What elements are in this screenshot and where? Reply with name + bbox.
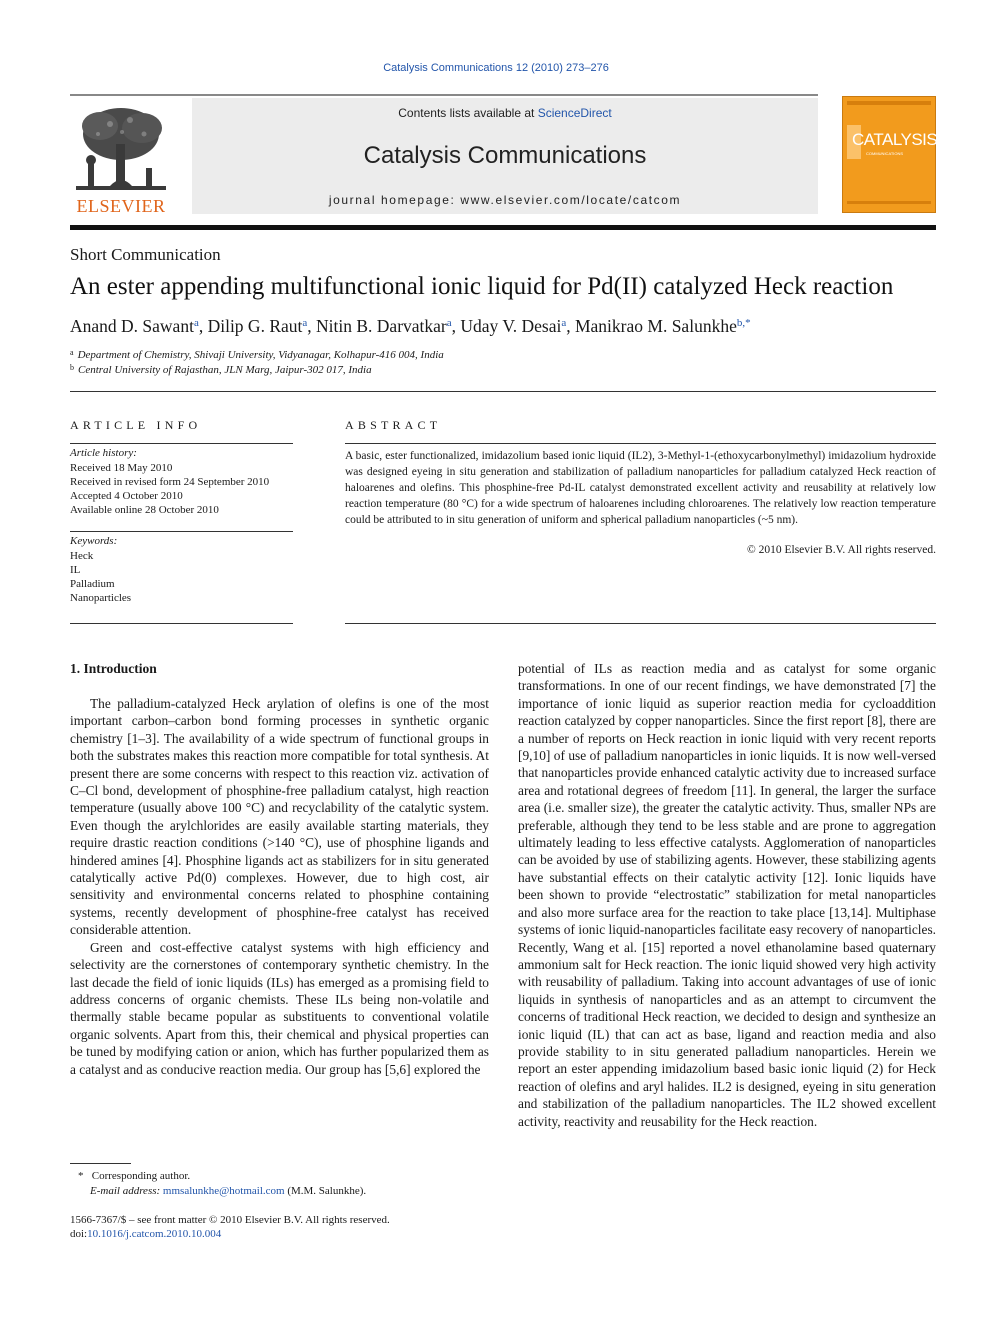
section-divider: [70, 391, 936, 392]
abstract-divider: [345, 623, 936, 624]
doi-label: doi:: [70, 1228, 88, 1240]
author-name: Manikrao M. Salunkhe: [574, 316, 737, 336]
author-name: Dilip G. Raut: [207, 316, 303, 336]
body-paragraph: The palladium-catalyzed Heck arylation of olefins is one of the most important carbon–carbon bond forming processes in synthetic organic chemistry [1–3]. The availability of a wide spectrum of functional groups in both the substrates makes this reaction more compatible for total synthesis. At present there are some concerns with respect to this reaction viz. activation of C–Cl bond, development of phosphine-free palladium catalyst, high reaction temperature (usually above 100 °C) and recyclability of the catalytic system. Even though the arylchlorides are easily available starting materials, they require drastic reaction conditions (>140 °C), use of phosphine ligands and hindered amines [4]. Phosphine ligands act as stabilizers for in situ generated catalytically active Pd(0) complexes. However, due to high cost, air sensitivity and environmental concerns related to phosphine containing systems, recently development of phosphine-free catalyst has received considerable attention.: [70, 696, 489, 938]
cover-title: CATALYSIS: [852, 130, 938, 149]
keyword: Nanoparticles: [70, 592, 132, 604]
corresponding-text: Corresponding author.: [91, 1170, 191, 1182]
article-title: An ester appending multifunctional ionic liquid for Pd(II) catalyzed Heck reaction: [70, 273, 894, 300]
email-note: [90, 1185, 366, 1197]
footnote-rule: [70, 1163, 131, 1164]
author-affil-link[interactable]: a: [561, 317, 567, 329]
abstract-copyright: © 2010 Elsevier B.V. All rights reserved.: [747, 544, 936, 556]
affiliation-mark: b: [70, 363, 74, 372]
history-item: Available online 28 October 2010: [70, 504, 219, 516]
section-heading: 1. Introduction: [70, 661, 157, 676]
email-link[interactable]: mmsalunkhe@hotmail.com: [162, 1185, 285, 1197]
sciencedirect-link[interactable]: ScienceDirect: [537, 106, 612, 120]
abstract-divider: [345, 443, 936, 444]
author-affil-link[interactable]: a: [193, 317, 199, 329]
banner-top-rule: [70, 94, 818, 96]
body-column-right: [518, 660, 936, 1130]
journal-name: Catalysis Communications: [363, 142, 647, 169]
journal-citation[interactable]: Catalysis Communications 12 (2010) 273–276: [383, 62, 609, 74]
info-divider: [70, 531, 293, 532]
doi-link[interactable]: 10.1016/j.catcom.2010.10.004: [87, 1228, 222, 1240]
elsevier-wordmark: ELSEVIER: [76, 196, 166, 216]
email-label: E-mail address:: [90, 1185, 161, 1197]
affiliation-text: Department of Chemistry, Shivaji University, Vidyanagar, Kolhapur-416 004, India: [77, 349, 444, 361]
info-divider: [70, 443, 293, 444]
author-name: Uday V. Desai: [460, 316, 562, 336]
author-name: Nitin B. Darvatkar: [316, 316, 447, 336]
body-paragraph: Green and cost-effective catalyst systems with high efficiency and selectivity are the cornerstones of contemporary synthetic chemistry. In the last decade the field of ionic liquids (ILs) has emerged as a promising field to address concerns of organic chemists. These ILs being non-volatile and thermally stable became popular as substituents to conventional volatile organic solvents. Apart from this, their chemical and physical properties can be tuned by modifying cation or anion, which has further popularized them as a catalyst and as conducive reaction media. Our group has [5,6] explored the: [70, 939, 489, 1077]
affiliation: [70, 348, 444, 361]
history-item: Accepted 4 October 2010: [70, 490, 183, 502]
affiliation-text: Central University of Rajasthan, JLN Marg, Jaipur-302 017, India: [78, 364, 372, 376]
history-item: Received 18 May 2010: [70, 462, 173, 474]
journal-homepage-link[interactable]: journal homepage: www.elsevier.com/locate/catcom: [328, 193, 682, 207]
doi-line: [70, 1228, 221, 1240]
affiliation-mark: a: [70, 348, 74, 357]
email-owner: (M.M. Salunkhe).: [287, 1185, 367, 1197]
contents-available-line: [192, 106, 818, 120]
author-affil-link[interactable]: a: [302, 317, 308, 329]
header-thick-rule: [70, 225, 936, 230]
author-name: Anand D. Sawant: [70, 316, 194, 336]
keyword: IL: [70, 564, 81, 576]
footnote-mark: *: [78, 1170, 84, 1182]
keywords-label: Keywords:: [70, 535, 118, 547]
abstract-text: A basic, ester functionalized, imidazolium based ionic liquid (IL2), 3-Methyl-1-(ethoxycarbonylmethyl) imidazolium hydroxide was designed eyeing in situ generation and stabilization of palladium nanoparticles for palladium catalyzed Heck reaction of haloarenes and olefins. This phosphine-free Pd-IL catalyst demonstrated excellent activity and reusability at relatively low reaction temperature (80 °C) for a wide spectrum of haloarenes including chloroarenes. The relatively low reaction temperature could be attributed to in situ generation of uniform and spherical palladium nanoparticles (~5 nm).: [345, 450, 936, 526]
author-affil-link[interactable]: b,*: [736, 317, 751, 329]
abstract-heading: ABSTRACT: [345, 418, 442, 432]
keyword: Palladium: [70, 578, 115, 590]
affiliation: [70, 363, 372, 376]
body-paragraph: potential of ILs as reaction media and as catalyst for some organic transformations. In one of our recent findings, we have demonstrated [7] the importance of ionic liquid as superior reaction media for cycloaddition reaction catalyzed by copper nanoparticles. Since the first report [8], there are a number of reports on Heck reaction in ionic liquid with very recent reports [9,10] of use of palladium nanoparticles in ionic liquids. It is now well-versed that nanoparticles provide enhanced catalytic activity due to increased surface area and rotational degrees of freedom [11]. In general, the larger the surface area (i.e. smaller size), the greater the catalytic activity. Thus, smaller NPs are preferable, although they tend to be less stable and are prone to aggregation ultimately leading to less effective catalysts. Agglomeration of nanoparticles can be avoided by use of stabilizing agents. However, these stabilizing agents have substantial effects on their catalytic activity [12]. Ionic liquids have been shown to provide “electrostatic” stabilization for metal nanoparticles and also more surface area for the reaction to take place [13,14]. Multiphase systems of ionic liquid-nanoparticles facilitate easy recovery of nanoparticles. Recently, Wang et al. [15] reported a novel ethanolamine based quaternary ammonium salt for Heck reaction. The ionic liquid showed very high activity with reusability of palladium. Taking into account advantages of use of ionic liquids in synthesis of nanoparticles and as an attempt to circumvent the concerns of traditional Heck reaction, we decided to design and synthesize an ionic liquid (IL) that can act as base, ligand and reaction media and also provide stability to in situ generated palladium nanoparticles. Herein we report an ester appending imidazolium based basic ionic liquid (2) for Heck reaction of olefins and aryl halides. IL2 is designed, eyeing in situ generation and stabilization of the palladium nanoparticles. The IL2 showed excellent activity, reactivity and reusability for the Heck reaction.: [518, 661, 936, 1129]
article-type: Short Communication: [70, 245, 221, 264]
history-item: Received in revised form 24 September 2010: [70, 476, 270, 488]
info-divider: [70, 623, 293, 624]
author-affil-link[interactable]: a: [446, 317, 452, 329]
body-column-left: [70, 695, 489, 1078]
keyword: Heck: [70, 550, 94, 562]
author-list: Anand D. Sawant$^a$, Dilip G. Raut$^a$, Nitin B. Darvatkar$^a$, Uday V. Desai$^a$, Manikrao M. Salunkhe$^{b,*}$: [70, 316, 751, 336]
contents-prefix: Contents lists available at: [398, 106, 535, 120]
history-label: Article history:: [70, 447, 137, 459]
article-info-heading: ARTICLE INFO: [70, 418, 202, 432]
front-matter-line: 1566-7367/$ – see front matter © 2010 Elsevier B.V. All rights reserved.: [70, 1214, 390, 1226]
corresponding-author-note: [78, 1170, 190, 1182]
cover-subtitle: COMMUNICATIONS: [866, 151, 904, 156]
